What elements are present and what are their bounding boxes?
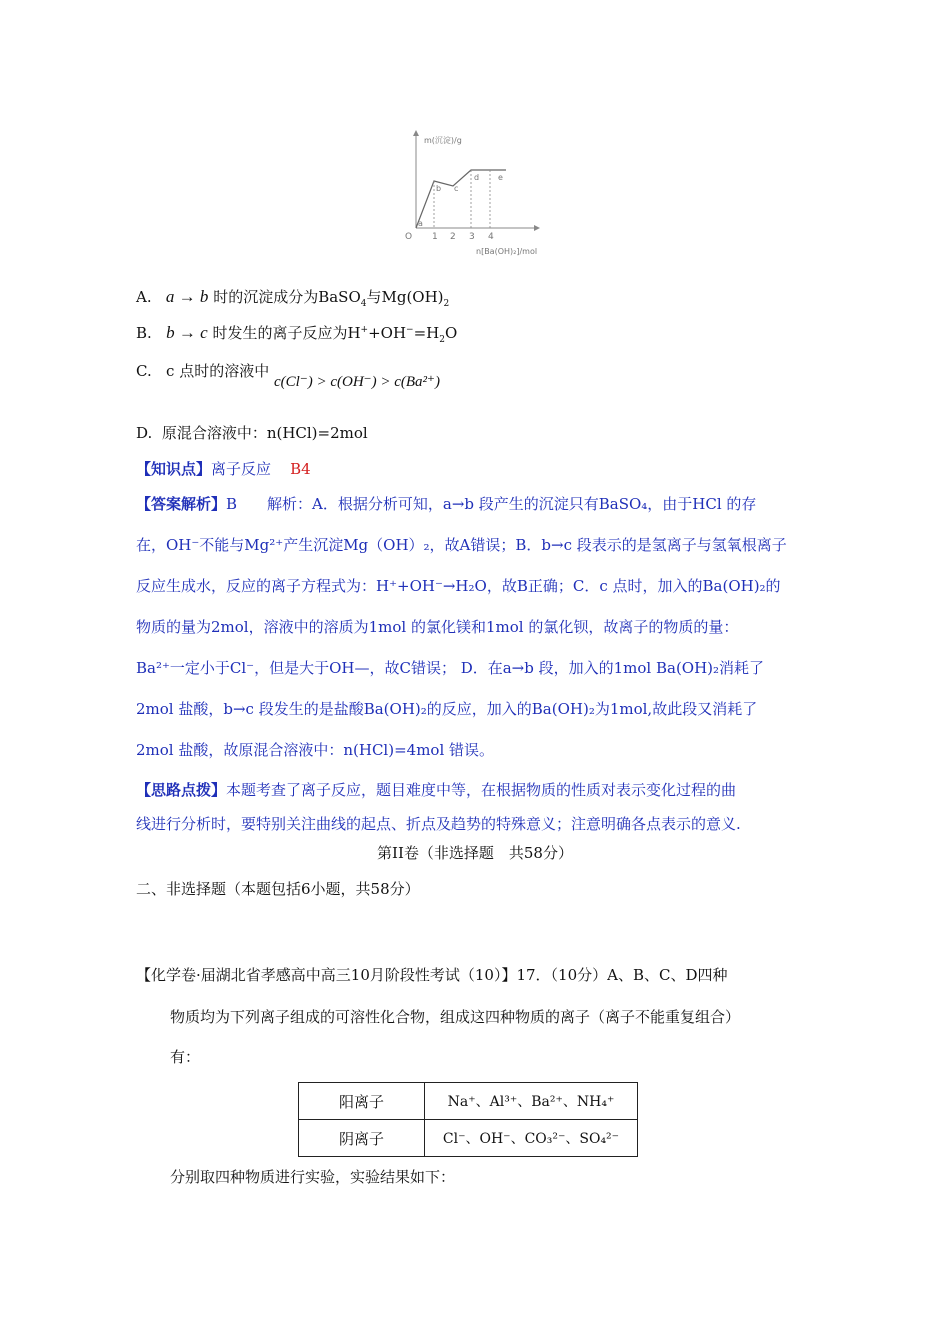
graph-x-tick-2: 2 (450, 232, 456, 242)
question-line-3: 有： (170, 1048, 201, 1066)
analysis-line: Ba²⁺一定小于Cl⁻，但是大于OH—，故C错误； D．在a→b 段，加入的1mol Ba(OH)₂消耗了 (136, 659, 765, 677)
graph-curve (416, 170, 506, 228)
analysis-line: 2mol 盐酸，故原混合溶液中：n(HCl)=4mol 错误。 (136, 741, 495, 759)
option-b-text: 时发生的离子反应为H (212, 324, 361, 342)
question-line-2: 物质均为下列离子组成的可溶性化合物，组成这四种物质的离子（离子不能重复组合） (170, 1008, 741, 1026)
graph-point-e: e (498, 173, 503, 182)
option-d-label: D. (136, 424, 153, 442)
graph-x-tick-4: 4 (488, 232, 494, 242)
ion-table-value: Na⁺、Al³⁺、Ba²⁺、NH₄⁺ (425, 1083, 638, 1120)
option-a-to: b (199, 287, 209, 306)
section-subtitle: 二、非选择题（本题包括6小题，共58分） (136, 880, 420, 898)
graph-point-c: c (454, 184, 459, 193)
option-a-text: 时的沉淀成分为BaSO (213, 288, 361, 306)
analysis-tag: 【答案解析】 (136, 495, 227, 513)
option-c-text: c 点时的溶液中 (166, 362, 270, 380)
option-a-label: A. (136, 288, 152, 306)
ion-table-value: Cl⁻、OH⁻、CO₃²⁻、SO₄²⁻ (425, 1120, 638, 1157)
knowledge-code: B4 (290, 460, 311, 478)
table-row (299, 1120, 638, 1157)
graph-point-a: a (418, 219, 423, 228)
graph-origin: O (405, 232, 413, 242)
precipitate-graph (372, 128, 542, 260)
graph-y-label: m(沉淀)/g (424, 136, 462, 145)
experiment-intro: 分别取四种物质进行实验，实验结果如下： (170, 1168, 456, 1186)
ion-table-head: 阴离子 (299, 1120, 425, 1157)
graph-x-tick-3: 3 (469, 232, 475, 242)
hint-tag: 【思路点拨】 (136, 781, 227, 799)
analysis-line: 反应生成水，反应的离子方程式为：H⁺+OH⁻→H₂O，故B正确；C．c 点时，加入的Ba(OH)₂的 (136, 577, 781, 595)
ion-table-head: 阳离子 (299, 1083, 425, 1120)
option-a: A. a → b 时的沉淀成分为BaSO$_4$与$Mg(OH)_2$ (136, 287, 450, 309)
ion-table (298, 1082, 638, 1157)
hint-line: 线进行分析时，要特别关注曲线的起点、折点及趋势的特殊意义；注意明确各点表示的意义. (136, 815, 741, 833)
option-b: B. b → c 时发生的离子反应为$H^++OH^-=H_2O$ (136, 323, 458, 345)
graph-point-b: b (436, 184, 442, 193)
option-b-to: c (200, 323, 208, 342)
question-line-1: 【化学卷·届湖北省孝感高中高三10月阶段性考试（10）】17．（10分）A、B、C、D四种 (136, 966, 728, 984)
option-c (136, 360, 269, 381)
option-b-from: b (166, 323, 175, 342)
table-row (299, 1083, 638, 1120)
analysis-line: B 解析：A．根据分析可知，a→b 段产生的沉淀只有BaSO₄，由于HCl 的存 (226, 495, 757, 513)
analysis-line: 物质的量为2mol，溶液中的溶质为1mol 的氯化镁和1mol 的氯化钡，故离子的物质的量： (136, 618, 739, 636)
analysis-line: 2mol 盐酸，b→c 段发生的是盐酸Ba(OH)₂的反应，加入的Ba(OH)₂为1mol,故此段又消耗了 (136, 700, 758, 718)
graph-point-d: d (474, 173, 480, 182)
option-d (136, 422, 368, 443)
graph-x-tick-1: 1 (432, 232, 438, 242)
hint-line: 本题考查了离子反应，题目难度中等，在根据物质的性质对表示变化过程的曲 (226, 781, 737, 799)
knowledge-tag: 【知识点】 (136, 460, 212, 478)
option-b-label: B. (136, 324, 152, 342)
hint (136, 773, 741, 841)
option-c-formula: c(Cl⁻) > c(OH⁻) > c(Ba²⁺) (274, 374, 440, 390)
option-a-from: a (165, 287, 175, 306)
option-d-text: 原混合溶液中：n(HCl)=2mol (161, 424, 368, 442)
analysis-line: 在，OH⁻不能与Mg²⁺产生沉淀Mg（OH）₂，故A错误；B．b→c 段表示的是氢离子与氢氧根离子 (136, 536, 787, 554)
graph-x-label: n[Ba(OH)₂]/mol (476, 247, 538, 256)
knowledge-content: 离子反应 (211, 460, 272, 478)
section-title: 第II卷（非选择题 共58分） (377, 844, 573, 862)
option-c-label: C. (136, 362, 152, 380)
knowledge-point (136, 458, 311, 479)
answer-analysis (136, 484, 787, 771)
